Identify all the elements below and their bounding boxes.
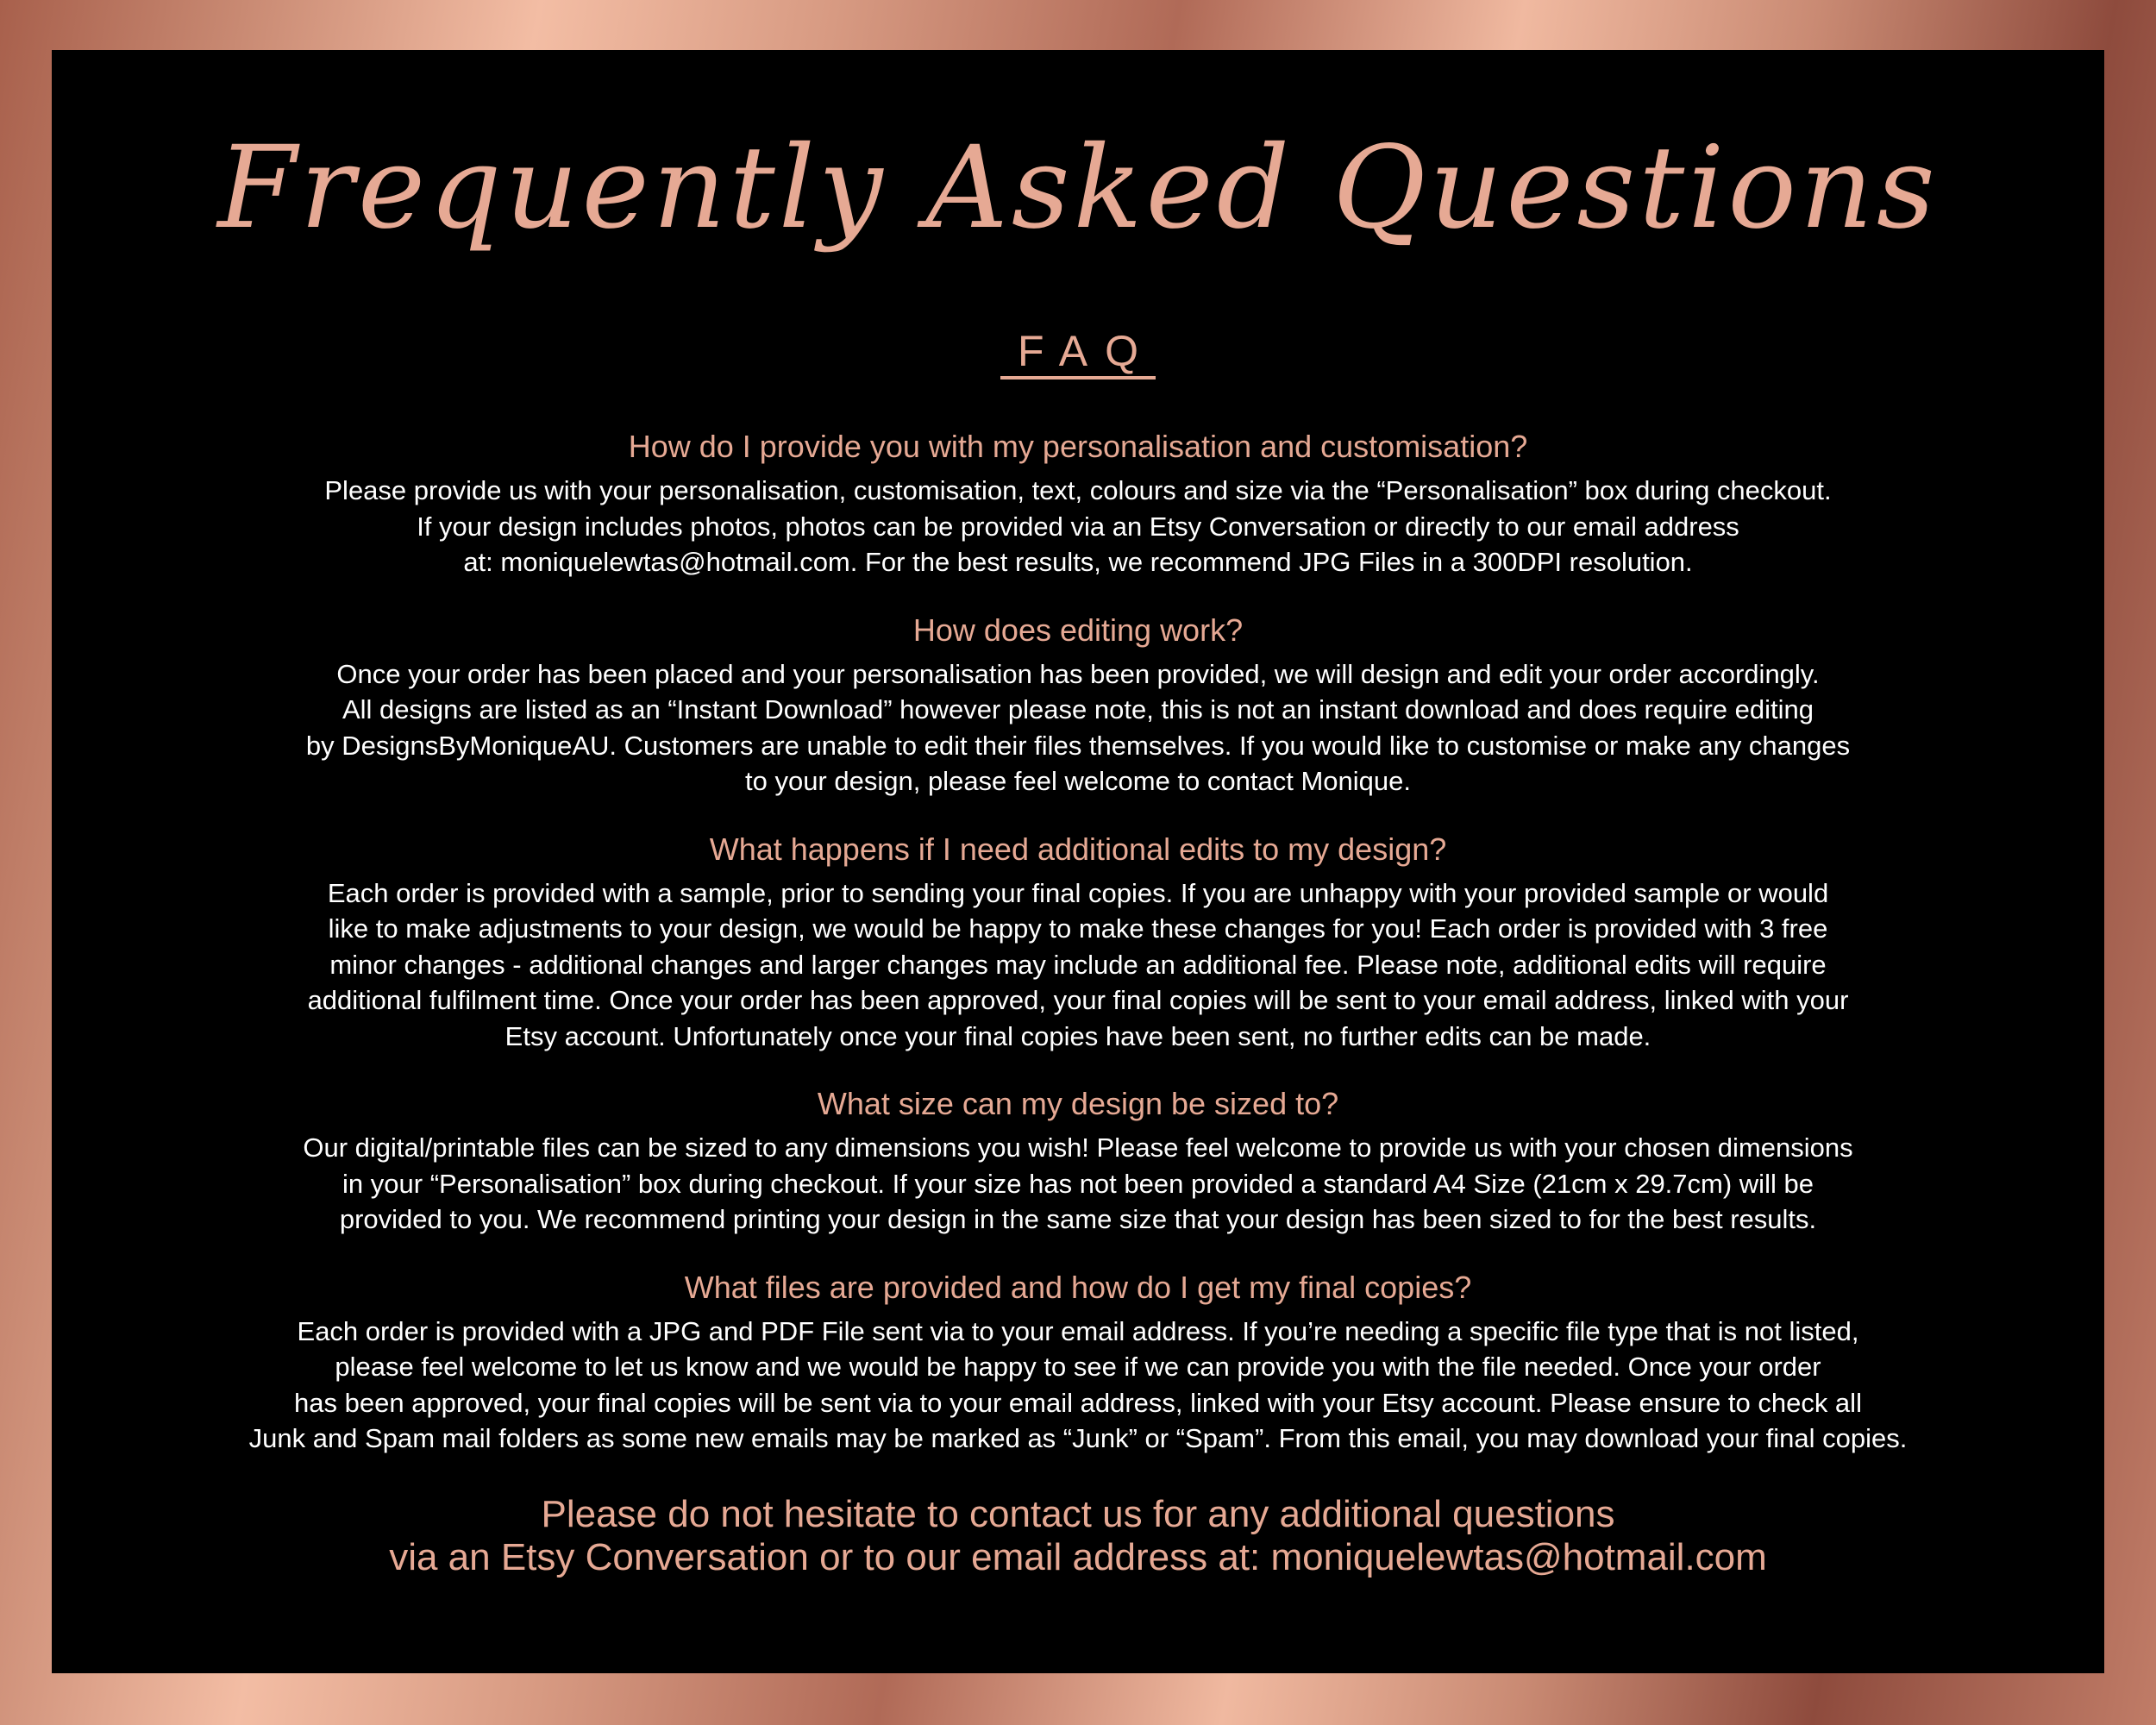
faq-question: What size can my design be sized to? (817, 1086, 1339, 1121)
faq-question: What files are provided and how do I get my final copies? (684, 1269, 1472, 1305)
faq-answer: Each order is provided with a JPG and PDF File sent via to your email address. If you’re needing a specific file type that is not listed, please feel welcome to let us know and we would be happy to see if we can provide you with the file needed. Once your order has been approved, your final copies will be sent via to your email address, linked with your Etsy account. Please ensure to check all Junk and Spam mail folders as some new emails may be marked as “Junk” or “Spam”. From this email, you may download your final copies. (248, 1315, 1908, 1453)
faq-subtitle: FAQ (1000, 326, 1156, 380)
faq-question: What happens if I need additional edits to my design? (709, 831, 1447, 867)
faq-item-additional-edits (52, 831, 2104, 1055)
faq-answer: Each order is provided with a sample, prior to sending your final copies. If you are unhappy with your provided sample or would like to make adjustments to your design, we would be happy to make these changes for you! Each order is provided with 3 free minor changes - additional changes and larger changes may include an additional fee. Please note, additional edits will require additional fulfilment time. Once your order has been approved, your final copies will be sent to your email address, linked with your Etsy account. Unfortunately once your final copies have been sent, no further edits can be made. (307, 877, 1849, 1051)
faq-item-files (52, 1269, 2104, 1457)
faq-answer: Please provide us with your personalisation, customisation, text, colours and size via the “Personalisation” box during checkout. If your design includes photos, photos can be provided via an Etsy Conversation or directly to our email address at: moniquelewtas@hotmail.com. For the best results, we recommend JPG Files in a 300DPI resolution. (324, 475, 1832, 577)
faq-heading (52, 326, 2104, 397)
page-title: Frequently Asked Questions (217, 122, 1939, 254)
faq-answer: Our digital/printable files can be sized to any dimensions you wish! Please feel welcome to provide us with your chosen dimensions in your “Personalisation” box during checkout. If your size has not been provided a standard A4 Size (21cm x 29.7cm) will be provided to you. We recommend printing your design in the same size that your design has been sized to for the best results. (303, 1132, 1853, 1234)
faq-question: How does editing work? (912, 612, 1244, 648)
faq-question: How do I provide you with my personalisation and customisation? (628, 429, 1528, 464)
faq-item-personalisation (52, 428, 2104, 580)
contact-note: Please do not hesitate to contact us for any additional questions via an Etsy Conversation or to our email address at: moniquelewtas@hotmail.com (389, 1492, 1767, 1578)
faq-item-sizing (52, 1085, 2104, 1238)
faq-item-editing (52, 612, 2104, 800)
faq-answer: Once your order has been placed and your personalisation has been provided, we will design and edit your order accordingly. All designs are listed as an “Instant Download” however please note, this is not an instant download and does require editing by DesignsByMoniqueAU. Customers are unable to edit their files themselves. If you would like to customise or make any changes to your design, please feel welcome to contact Monique. (305, 658, 1851, 796)
faq-panel (52, 50, 2104, 1673)
